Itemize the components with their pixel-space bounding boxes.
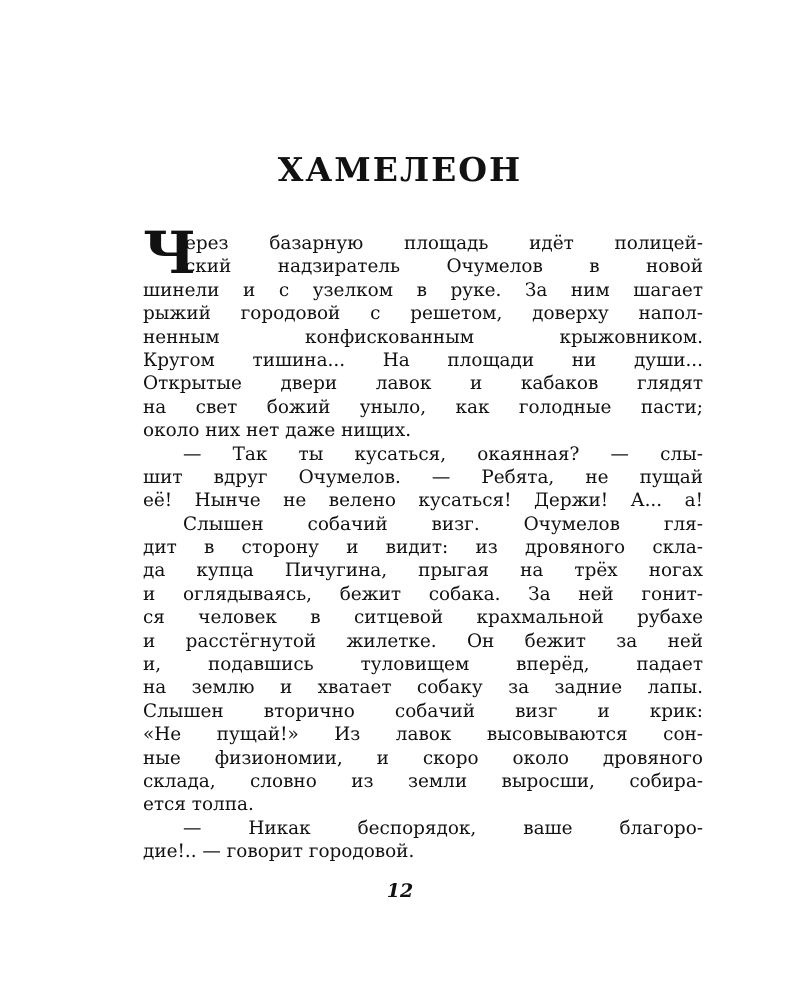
text-lines [143,232,703,864]
text-line: ные физиономии, и скоро около дровяного [143,747,703,769]
drop-cap: Ч [143,219,196,287]
text-line: ерез базарную площадь идёт полицей- [185,233,703,254]
text-line: и, подавшись туловищем вперёд, падает [143,654,703,676]
text-line: её! Нынче не велено кусаться! Держи! А... а! [143,490,703,512]
text-line: на землю и хватает собаку за задние лапы. [143,677,703,699]
text-line: склада, словно из земли выросши, собира- [143,770,703,792]
text-line: ется толпа. [143,794,254,816]
text-line: около них нет даже нищих. [143,420,412,442]
body-text [143,219,703,864]
chapter-title: ХАМЕЛЕОН [277,150,523,189]
text-line: ся человек в ситцевой крахмальной рубахе [143,607,703,629]
text-line: дие!.. — говорит городовой. [143,841,415,863]
text-line: «Не пущай!» Из лавок высовываются сон- [143,724,703,746]
text-line: Слышен вторично собачий визг и крик: [143,700,703,722]
page-number: 12 [386,880,414,902]
text-line: шинели и с узелком в руке. За ним шагает [143,279,703,301]
text-line: Открытые двери лавок и кабаков глядят [143,373,703,395]
text-line: да купца Пичугина, прыгая на трёх ногах [143,560,703,582]
text-line: шит вдруг Очумелов. — Ребята, не пущай [143,466,703,488]
text-line: Слышен собачий визг. Очумелов гля- [183,513,703,535]
text-line: — Так ты кусаться, окаянная? — слы- [183,443,703,465]
text-line: — Никак беспорядок, ваше благоро- [183,817,703,839]
text-line: ский надзиратель Очумелов в новой [185,256,703,278]
text-line: и оглядываясь, бежит собака. За ней гонит- [143,583,703,605]
text-line: Кругом тишина... На площади ни души... [143,349,703,371]
text-line: ненным конфискованным крыжовником. [143,326,703,348]
text-line: и расстёгнутой жилетке. Он бежит за ней [143,630,703,652]
text-line: на свет божий уныло, как голодные пасти; [143,396,703,418]
text-line: рыжий городовой с решетом, доверху напол- [143,303,703,325]
text-line: дит в сторону и видит: из дровяного скла- [143,537,703,559]
